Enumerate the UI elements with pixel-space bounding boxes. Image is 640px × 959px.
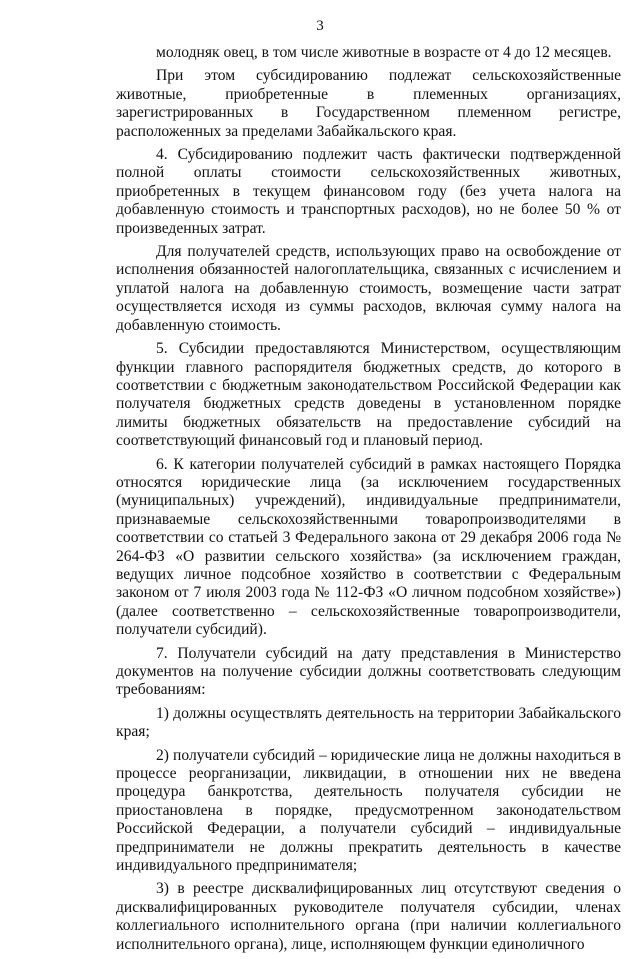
requirement-item-3: 3) в реестре дисквалифицированных лиц отсутствуют сведения о дисквалифицированных руководителе получателя субсидии, членах коллегиального исполнительного органа (при наличии коллегиального исполнительного органа), лице, исполняющем функции единоличного bbox=[116, 880, 621, 953]
paragraph-breeding-animals: При этом субсидированию подлежат сельскохозяйственные животные, приобретенные в племенных организациях, зарегистрированных в Государственном племенном регистре, расположенных за пределами Забайкальского края. bbox=[116, 67, 621, 140]
paragraph-7-requirements: 7. Получатели субсидий на дату представления в Министерство документов на получение субсидии должны соответствовать следующим требованиям: bbox=[116, 644, 621, 699]
paragraph-6-recipients: 6. К категории получателей субсидий в рамках настоящего Порядка относятся юридические лица (за исключением государственных (муниципальных) учреждений), индивидуальные предприниматели, признаваемые сельскохозяйственными товаропроизводителями в соответствии со статьей 3 Федерального закона от 29 декабря 2006 года № 264-ФЗ «О развитии сельского хозяйства» (за исключением граждан, ведущих личное подсобное хозяйство в соответствии с Федеральным законом от 7 июля 2003 года № 112-ФЗ «О личном подсобном хозяйстве») (далее соответственно – сельскохозяйственные товаропроизводители, получатели субсидий). bbox=[116, 455, 621, 639]
paragraph-continuation: молодняк овец, в том числе животные в возрасте от 4 до 12 месяцев. bbox=[156, 44, 612, 61]
paragraph-4-subsidy-share: 4. Субсидированию подлежит часть фактически подтвержденной полной оплаты стоимости сельскохозяйственных животных, приобретенных в текущем финансовом году (без учета налога на добавленную стоимость и транспортных расходов), но не более 50 % от произведенных затрат. bbox=[116, 146, 621, 237]
requirement-item-1: 1) должны осуществлять деятельность на территории Забайкальского края; bbox=[116, 704, 621, 741]
paragraph-5-ministry: 5. Субсидии предоставляются Министерством, осуществляющим функции главного распорядителя бюджетных средств, до которого в соответствии с бюджетным законодательством Российской Федерации как получателя бюджетных средств доведены в установленном порядке лимиты бюджетных обязательств на предоставление субсидий на соответствующий финансовый год и плановый период. bbox=[116, 340, 621, 450]
document-body bbox=[116, 44, 621, 959]
page-number: 3 bbox=[316, 18, 324, 34]
paragraph-vat-exemption: Для получателей средств, использующих право на освобождение от исполнения обязанностей налогоплательщика, связанных с исчислением и уплатой налога на добавленную стоимость, возмещение части затрат осуществляется исходя из суммы расходов, включая сумму налога на добавленную стоимость. bbox=[116, 243, 621, 334]
requirement-item-2: 2) получатели субсидий – юридические лица не должны находиться в процессе реорганизации, ликвидации, в отношении них не введена процедура банкротства, деятельность получателя субсидии не приостановлена в порядке, предусмотренном законодательством Российской Федерации, а получатели субсидий – индивидуальные предприниматели не должны прекратить деятельность в качестве индивидуального предпринимателя; bbox=[116, 746, 621, 875]
